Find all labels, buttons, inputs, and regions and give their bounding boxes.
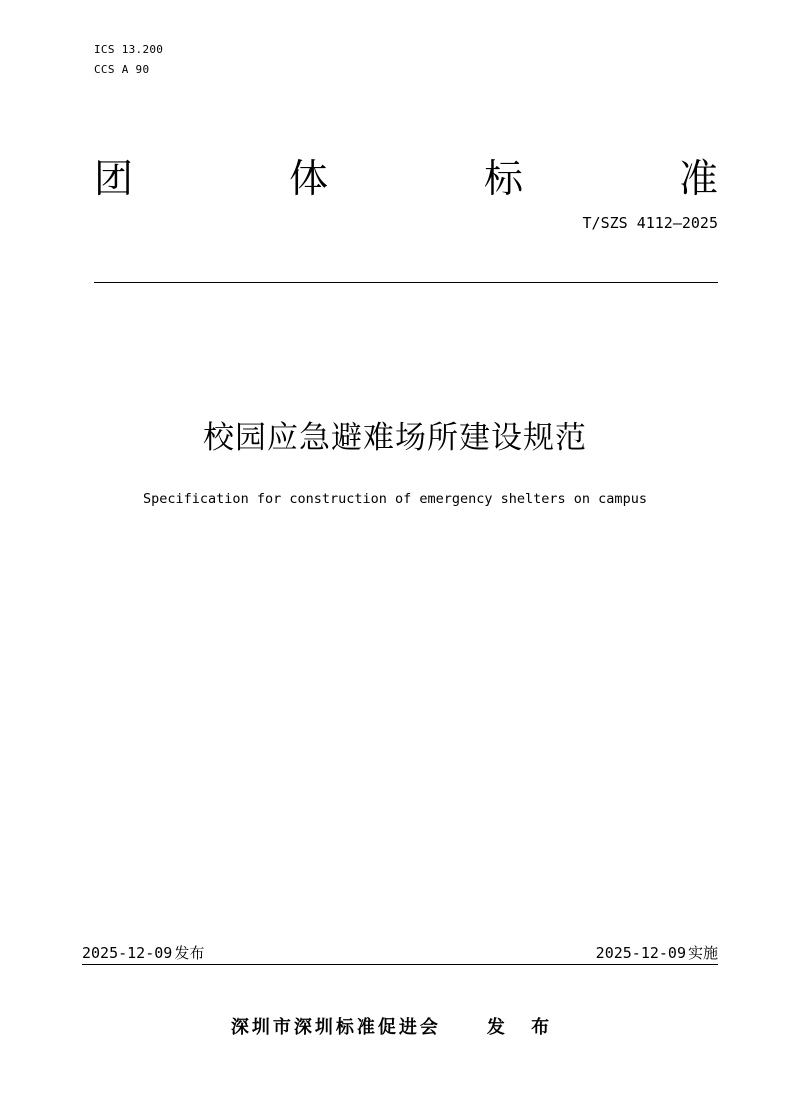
ics-code: ICS 13.200 [94, 43, 164, 56]
document-title-english: Specification for construction of emergency shelters on campus [143, 491, 647, 507]
publisher-name: 深圳市深圳标准促进会 [230, 1017, 441, 1038]
top-divider [94, 282, 718, 283]
publisher-line [0, 1014, 790, 1042]
implementation-date-label: 实施 [687, 944, 718, 962]
heading-char-1: 团 [94, 157, 134, 202]
release-date-label: 发布 [174, 944, 205, 962]
document-title-chinese: 校园应急避难场所建设规范 [203, 420, 587, 456]
bottom-divider [82, 964, 718, 965]
implementation-date [596, 942, 718, 964]
publish-label: 发 布 [486, 1017, 560, 1038]
standard-number: T/SZS 4112—2025 [582, 214, 718, 232]
ccs-code: CCS A 90 [94, 63, 150, 76]
heading-char-4: 准 [678, 157, 718, 202]
heading-char-2: 体 [288, 157, 328, 202]
classification-codes [94, 40, 163, 80]
document-type-heading [94, 154, 718, 206]
release-date [82, 942, 204, 964]
implementation-date-value: 2025-12-09 [595, 944, 686, 962]
heading-char-3: 标 [483, 157, 523, 202]
release-date-value: 2025-12-09 [82, 944, 173, 962]
date-row [82, 942, 718, 964]
